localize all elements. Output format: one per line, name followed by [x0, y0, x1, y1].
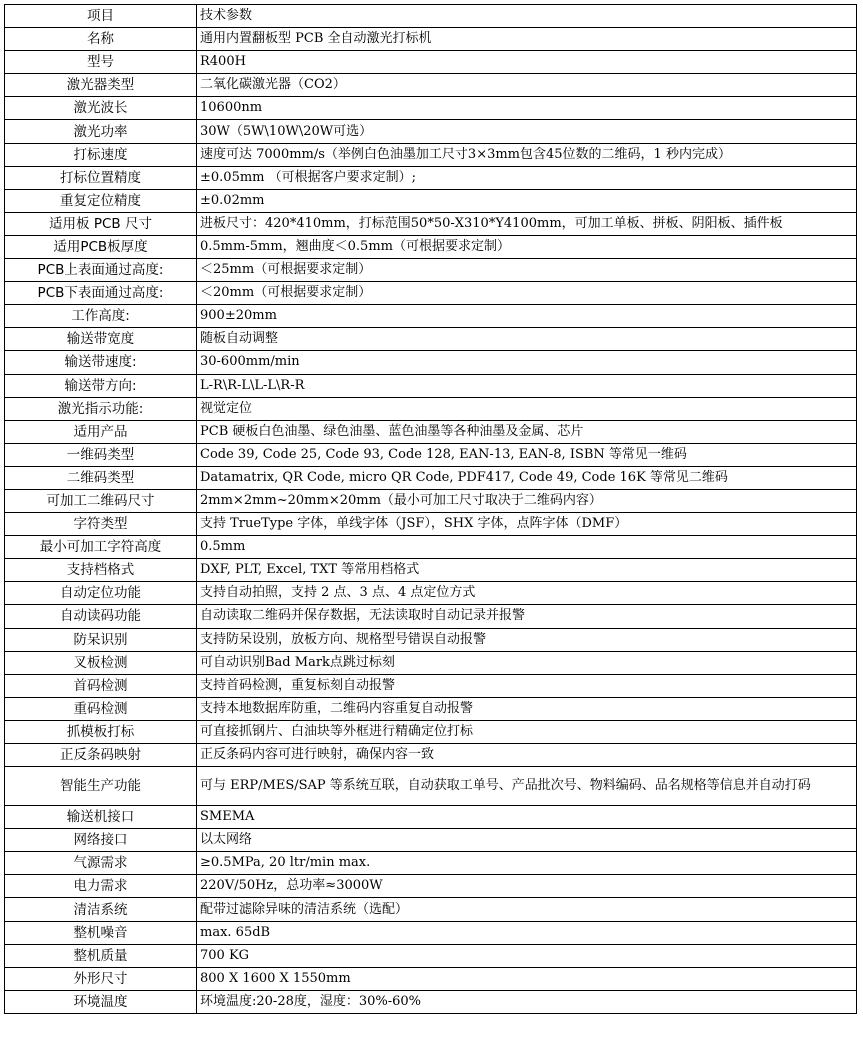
- table-row: [5, 51, 857, 74]
- row-value: 0.5mm: [197, 536, 857, 559]
- table-row: [5, 120, 857, 143]
- row-label: 可加工二维码尺寸: [5, 489, 197, 512]
- table-row: [5, 829, 857, 852]
- row-label: 正反条码映射: [5, 744, 197, 767]
- row-value: 700 KG: [197, 944, 857, 967]
- row-label: 输送带宽度: [5, 328, 197, 351]
- row-label: 输送带速度:: [5, 351, 197, 374]
- row-value: 支持首码检测，重复标刻自动报警: [197, 674, 857, 697]
- row-value: ＜20mm（可根据要求定制）: [197, 282, 857, 305]
- table-row: [5, 166, 857, 189]
- row-label: 最小可加工字符高度: [5, 536, 197, 559]
- row-label: 重码检测: [5, 697, 197, 720]
- table-row: [5, 875, 857, 898]
- table-row: [5, 466, 857, 489]
- table-row: [5, 852, 857, 875]
- row-value: 30W（5W\10W\20W可选）: [197, 120, 857, 143]
- row-label: 打标位置精度: [5, 166, 197, 189]
- row-label: 整机噪音: [5, 921, 197, 944]
- row-label: 名称: [5, 28, 197, 51]
- row-label: 重复定位精度: [5, 189, 197, 212]
- row-label: 工作高度:: [5, 305, 197, 328]
- table-row: [5, 605, 857, 628]
- table-row: [5, 374, 857, 397]
- table-row: [5, 351, 857, 374]
- table-row: [5, 328, 857, 351]
- row-value: 800 X 1600 X 1550mm: [197, 967, 857, 990]
- row-value: Code 39, Code 25, Code 93, Code 128, EAN-13, EAN-8, ISBN 等常见一维码: [197, 443, 857, 466]
- row-label: 清洁系统: [5, 898, 197, 921]
- row-value: 通用内置翻板型 PCB 全自动激光打标机: [197, 28, 857, 51]
- table-row: [5, 189, 857, 212]
- row-value: 二氧化碳激光器（CO2）: [197, 74, 857, 97]
- table-row: [5, 697, 857, 720]
- row-value: L-R\R-L\L-L\R-R: [197, 374, 857, 397]
- row-label: 项目: [5, 5, 197, 28]
- table-row: [5, 536, 857, 559]
- table-row: [5, 674, 857, 697]
- spec-table-body: [5, 5, 857, 1014]
- table-row: [5, 744, 857, 767]
- row-value: 自动读取二维码并保存数据，无法读取时自动记录并报警: [197, 605, 857, 628]
- row-value: ±0.02mm: [197, 189, 857, 212]
- row-label: 激光波长: [5, 97, 197, 120]
- row-value: 可与 ERP/MES/SAP 等系统互联，自动获取工单号、产品批次号、物料编码、品名规格等信息并自动打码: [197, 767, 857, 806]
- table-row: [5, 898, 857, 921]
- table-row: [5, 259, 857, 282]
- table-row: [5, 944, 857, 967]
- row-value: 环境温度:20-28度，湿度：30%-60%: [197, 990, 857, 1013]
- row-label: 叉板检测: [5, 651, 197, 674]
- row-value: 可直接抓钢片、白油块等外框进行精确定位打标: [197, 720, 857, 743]
- table-row: [5, 443, 857, 466]
- table-row: [5, 305, 857, 328]
- row-value: 以太网络: [197, 829, 857, 852]
- row-value: 2mm×2mm~20mm×20mm（最小可加工尺寸取决于二维码内容）: [197, 489, 857, 512]
- table-row: [5, 559, 857, 582]
- row-label: 气源需求: [5, 852, 197, 875]
- row-label: 支持档格式: [5, 559, 197, 582]
- row-label: 外形尺寸: [5, 967, 197, 990]
- row-label: 激光功率: [5, 120, 197, 143]
- row-value: 支持防呆设别，放板方向、规格型号错误自动报警: [197, 628, 857, 651]
- row-label: 适用板 PCB 尺寸: [5, 212, 197, 235]
- row-value: R400H: [197, 51, 857, 74]
- row-value: 可自动识别Bad Mark点跳过标刻: [197, 651, 857, 674]
- table-row: [5, 5, 857, 28]
- row-label: 适用PCB板厚度: [5, 235, 197, 258]
- row-label: 打标速度: [5, 143, 197, 166]
- row-value: ＜25mm（可根据要求定制）: [197, 259, 857, 282]
- row-label: 自动读码功能: [5, 605, 197, 628]
- row-label: 适用产品: [5, 420, 197, 443]
- row-label: 首码检测: [5, 674, 197, 697]
- table-row: [5, 143, 857, 166]
- row-label: 二维码类型: [5, 466, 197, 489]
- row-value: 220V/50Hz，总功率≈3000W: [197, 875, 857, 898]
- table-row: [5, 74, 857, 97]
- row-value: SMEMA: [197, 806, 857, 829]
- row-value: 10600nm: [197, 97, 857, 120]
- row-value: ±0.05mm （可根据客户要求定制）;: [197, 166, 857, 189]
- row-value: max. 65dB: [197, 921, 857, 944]
- table-row: [5, 628, 857, 651]
- row-value: 配带过滤除异味的清洁系统（选配）: [197, 898, 857, 921]
- table-row: [5, 582, 857, 605]
- row-label: 一维码类型: [5, 443, 197, 466]
- row-value: 30-600mm/min: [197, 351, 857, 374]
- table-row: [5, 28, 857, 51]
- table-row: [5, 806, 857, 829]
- row-value: DXF, PLT, Excel, TXT 等常用档格式: [197, 559, 857, 582]
- row-value: 视觉定位: [197, 397, 857, 420]
- table-row: [5, 921, 857, 944]
- row-label: 智能生产功能: [5, 767, 197, 806]
- table-row: [5, 282, 857, 305]
- row-value: Datamatrix, QR Code, micro QR Code, PDF417, Code 49, Code 16K 等常见二维码: [197, 466, 857, 489]
- row-value: 900±20mm: [197, 305, 857, 328]
- row-label: 输送带方向:: [5, 374, 197, 397]
- table-row: [5, 489, 857, 512]
- row-label: 电力需求: [5, 875, 197, 898]
- row-label: 字符类型: [5, 513, 197, 536]
- row-value: 随板自动调整: [197, 328, 857, 351]
- table-row: [5, 397, 857, 420]
- table-row: [5, 720, 857, 743]
- spec-table: [4, 4, 857, 1014]
- row-label: 防呆识别: [5, 628, 197, 651]
- row-label: 型号: [5, 51, 197, 74]
- table-row: [5, 212, 857, 235]
- row-value: 支持自动拍照，支持 2 点、3 点、4 点定位方式: [197, 582, 857, 605]
- row-label: 网络接口: [5, 829, 197, 852]
- row-label: 激光指示功能:: [5, 397, 197, 420]
- row-value: 技术参数: [197, 5, 857, 28]
- row-label: 输送机接口: [5, 806, 197, 829]
- row-value: 进板尺寸：420*410mm，打标范围50*50-X310*Y4100mm，可加工单板、拼板、阴阳板、插件板: [197, 212, 857, 235]
- row-label: PCB上表面通过高度:: [5, 259, 197, 282]
- row-value: 0.5mm-5mm，翘曲度＜0.5mm（可根据要求定制）: [197, 235, 857, 258]
- row-value: 支持本地数据库防重，二维码内容重复自动报警: [197, 697, 857, 720]
- row-value: 速度可达 7000mm/s（举例白色油墨加工尺寸3×3mm包含45位数的二维码，1 秒内完成）: [197, 143, 857, 166]
- table-row: [5, 97, 857, 120]
- table-row: [5, 967, 857, 990]
- row-label: 抓模板打标: [5, 720, 197, 743]
- row-label: 激光器类型: [5, 74, 197, 97]
- row-value: 正反条码内容可进行映射，确保内容一致: [197, 744, 857, 767]
- table-row: [5, 767, 857, 806]
- row-value: ≥0.5MPa, 20 ltr/min max.: [197, 852, 857, 875]
- table-row: [5, 651, 857, 674]
- row-value: 支持 TrueType 字体，单线字体（JSF），SHX 字体，点阵字体（DMF）: [197, 513, 857, 536]
- row-label: 整机质量: [5, 944, 197, 967]
- table-row: [5, 990, 857, 1013]
- table-row: [5, 235, 857, 258]
- row-label: 自动定位功能: [5, 582, 197, 605]
- row-label: 环境温度: [5, 990, 197, 1013]
- row-label: PCB下表面通过高度:: [5, 282, 197, 305]
- row-value: PCB 硬板白色油墨、绿色油墨、蓝色油墨等各种油墨及金属、芯片: [197, 420, 857, 443]
- table-row: [5, 420, 857, 443]
- table-row: [5, 513, 857, 536]
